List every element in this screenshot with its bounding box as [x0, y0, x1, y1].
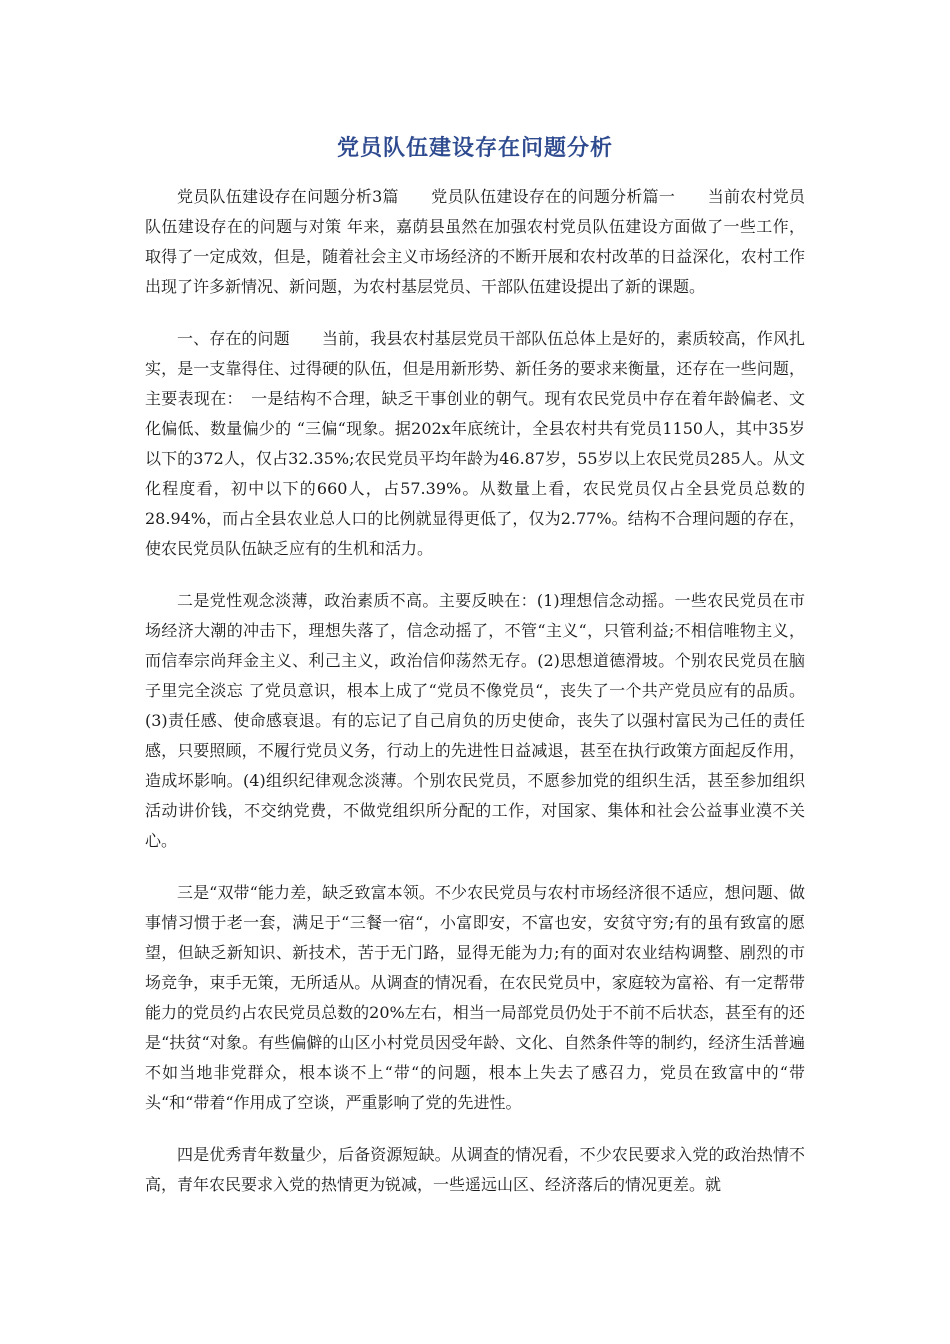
- paragraph-2: 一、存在的问题 当前，我县农村基层党员干部队伍总体上是好的，素质较高，作风扎实，是一支靠得住、过得硬的队伍，但是用新形势、新任务的要求来衡量，还存在一些问题，主要表现在： 一是结构不合理，缺乏干事创业的朝气。现有农民党员中存在着年龄偏老、文化偏低、数量偏少的 “三偏“现象。据202x年底统计，全县农村共有党员1150人，其中35岁以下的372人，仅占32.35%;农民党员平均年龄为46.87岁，55岁以上农民党员285人。从文化程度看，初中以下的660人，占57.39%。从数量上看，农民党员仅占全县党员总数的28.94%，而占全县农业总人口的比例就显得更低了，仅为2.77%。结构不合理问题的存在，使农民党员队伍缺乏应有的生机和活力。: [145, 329, 805, 558]
- paragraph-3: 二是党性观念淡薄，政治素质不高。主要反映在：(1)理想信念动摇。一些农民党员在市场经济大潮的冲击下，理想失落了，信念动摇了，不管“主义“，只管利益;不相信唯物主义，而信奉宗尚拜金主义、利己主义，政治信仰荡然无存。(2)思想道德滑坡。个别农民党员在脑子里完全淡忘 了党员意识，根本上成了“党员不像党员“，丧失了一个共产党员应有的品质。(3)责任感、使命感衰退。有的忘记了自己肩负的历史使命，丧失了以强村富民为己任的责任感，只要照顾，不履行党员义务，行动上的先进性日益减退，甚至在执行政策方面起反作用，造成坏影响。(4)组织纪律观念淡薄。个别农民党员，不愿参加党的组织生活，甚至参加组织活动讲价钱，不交纳党费，不做党组织所分配的工作，对国家、集体和社会公益事业漠不关心。: [145, 591, 805, 850]
- paragraph-5: 四是优秀青年数量少，后备资源短缺。从调查的情况看，不少农民要求入党的政治热情不高，青年农民要求入党的热情更为锐减，一些遥远山区、经济落后的情况更差。就: [145, 1145, 805, 1194]
- paragraph-4: 三是“双带“能力差，缺乏致富本领。不少农民党员与农村市场经济很不适应，想问题、做事情习惯于老一套，满足于“三餐一宿“，小富即安，不富也安，安贫守穷;有的虽有致富的愿望，但缺乏新知识、新技术，苦于无门路，显得无能为力;有的面对农业结构调整、剧烈的市场竞争，束手无策，无所适从。从调查的情况看，在农民党员中，家庭较为富裕、有一定帮带能力的党员约占农民党员总数的20%左右，相当一局部党员仍处于不前不后状态，甚至有的还是“扶贫“对象。有些偏僻的山区小村党员因受年龄、文化、自然条件等的制约，经济生活普遍不如当地非党群众，根本谈不上“带“的问题，根本上失去了感召力，党员在致富中的“带头“和“带着“作用成了空谈，严重影响了党的先进性。: [145, 883, 805, 1112]
- paragraph-1: 党员队伍建设存在问题分析3篇 党员队伍建设存在的问题分析篇一 当前农村党员队伍建设存在的问题与对策 年来，嘉荫县虽然在加强农村党员队伍建设方面做了一些工作，取得了一定成效，但是，随着社会主义市场经济的不断开展和农村改革的日益深化，农村工作出现了许多新情况、新问题，为农村基层党员、干部队伍建设提出了新的课题。: [145, 187, 805, 296]
- document-title: 党员队伍建设存在问题分析: [336, 136, 613, 161]
- document-body: [145, 182, 805, 1222]
